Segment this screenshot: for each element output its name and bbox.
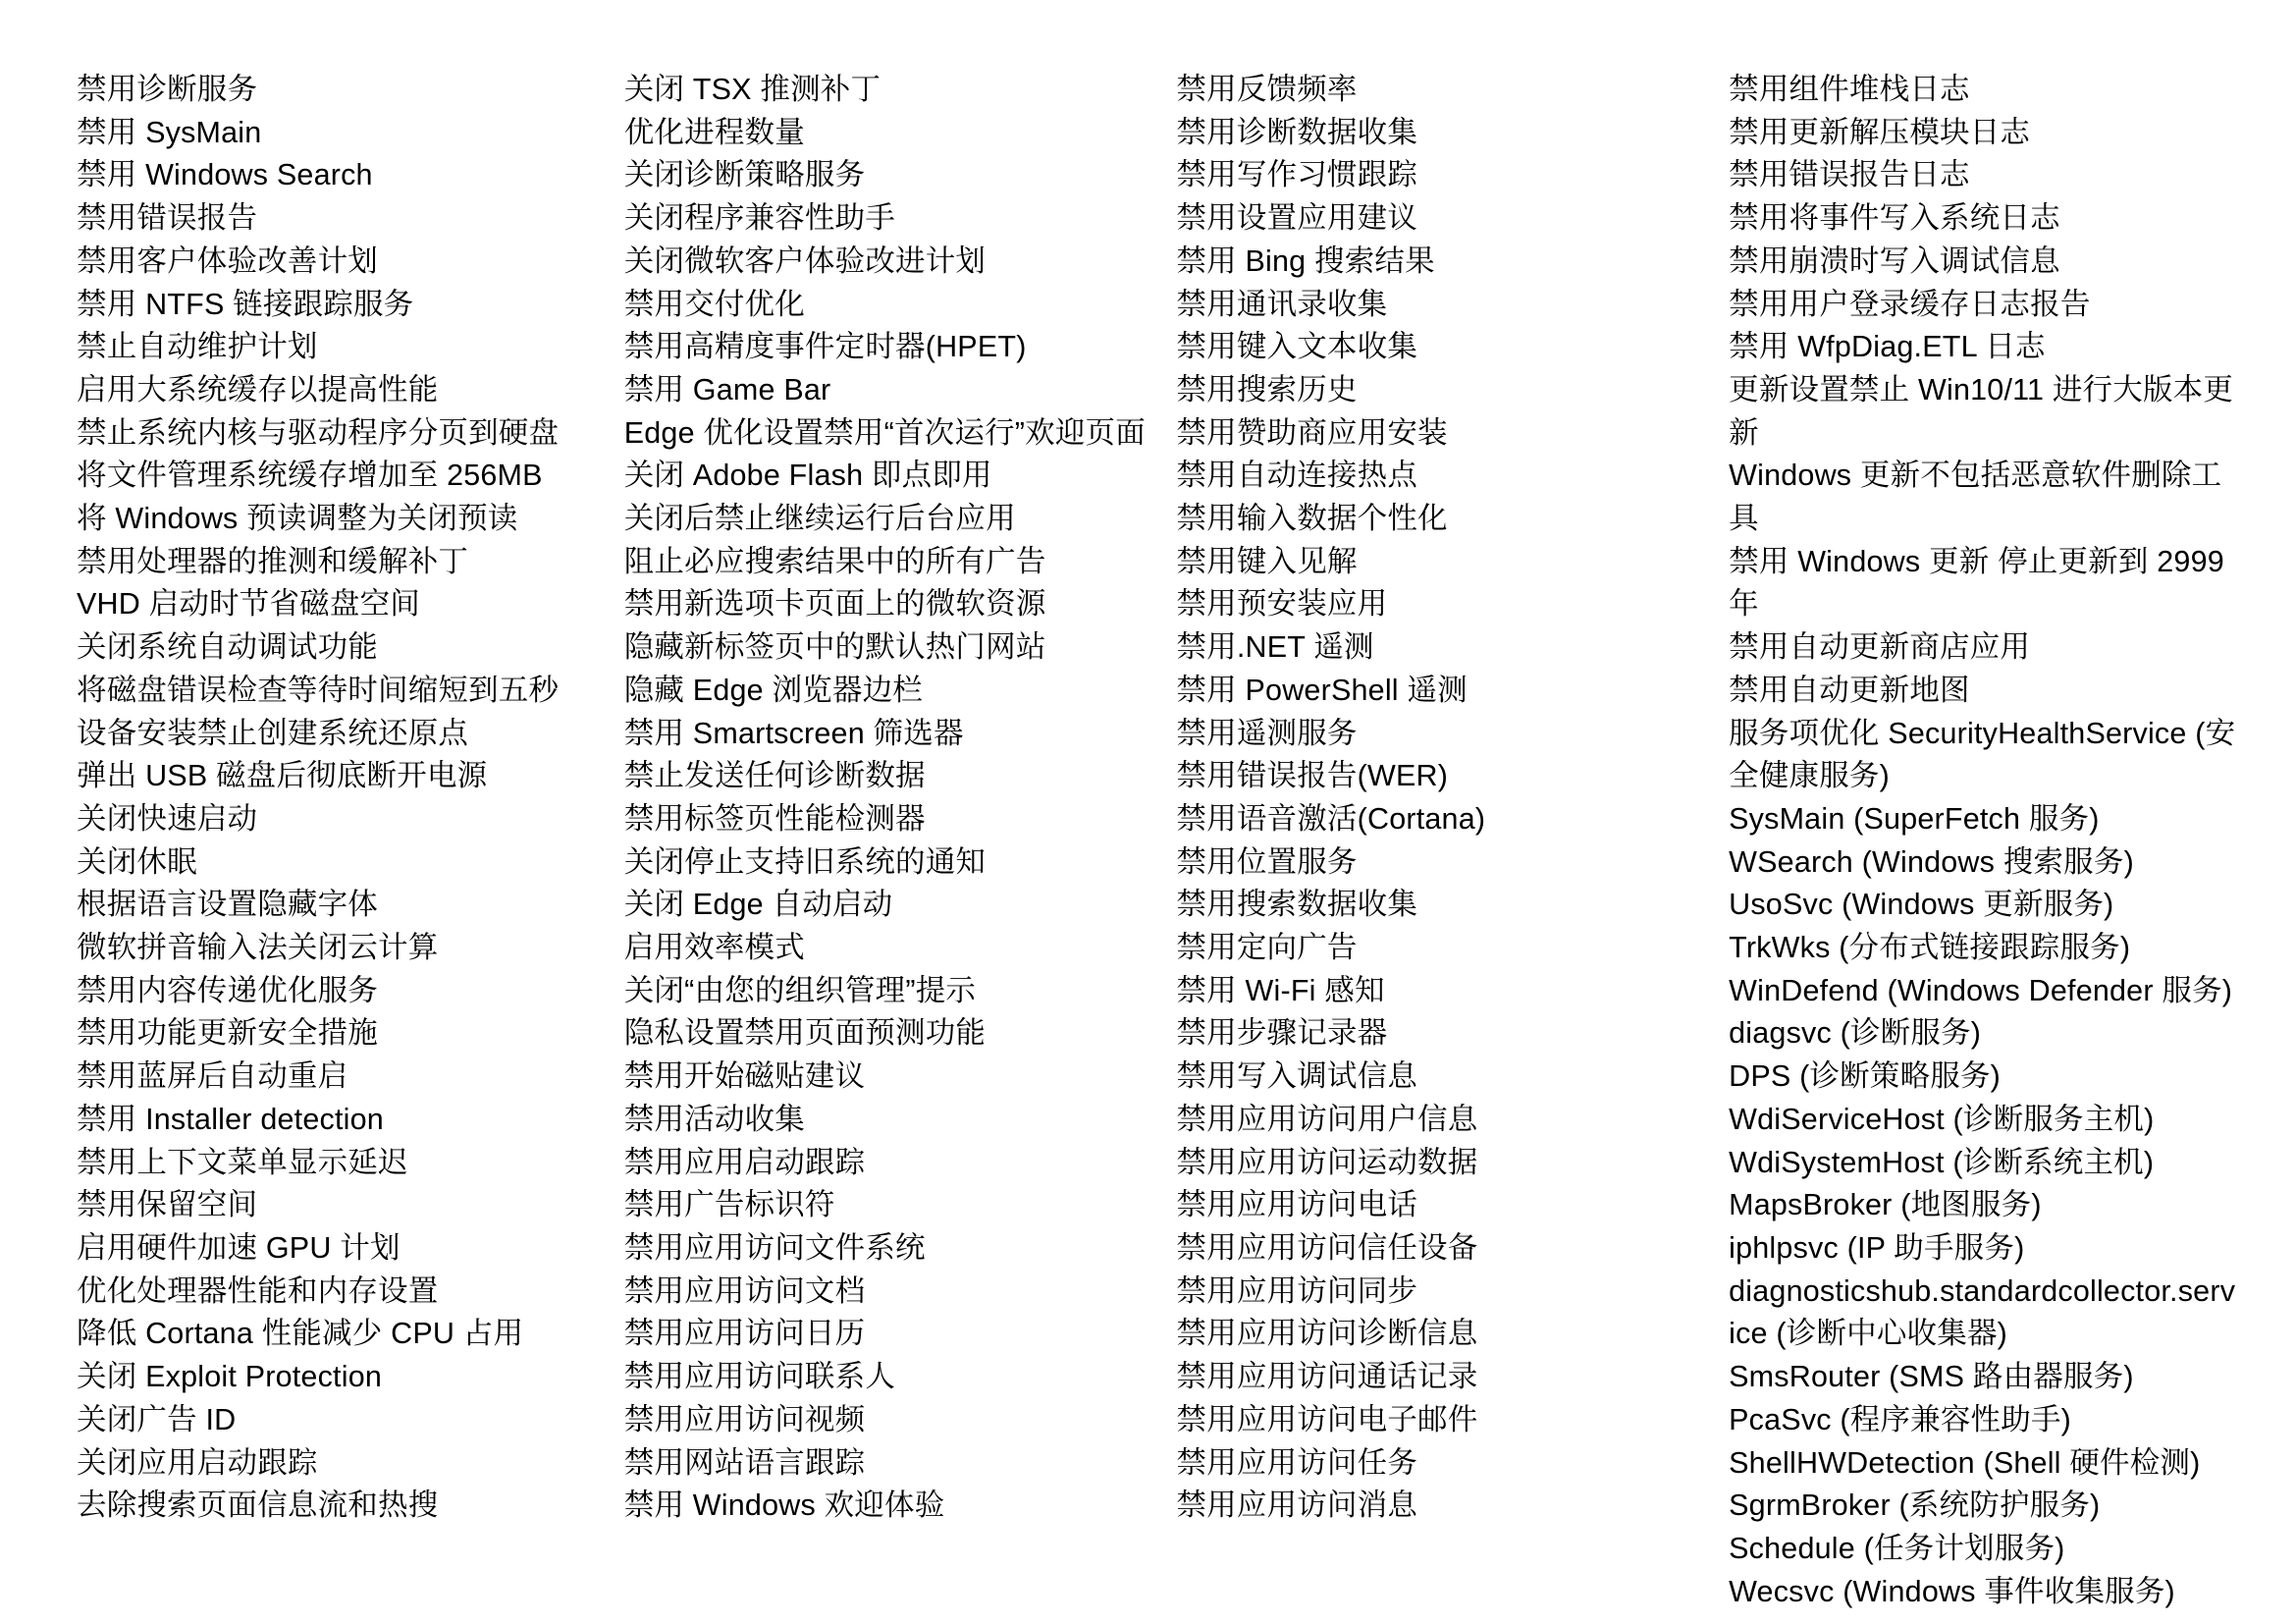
list-item: 禁用错误报告 bbox=[77, 201, 258, 236]
list-item: 关闭 TSX 推测补丁 bbox=[623, 73, 881, 106]
list-item: 禁用崩溃时写入调试信息 bbox=[1729, 244, 2060, 278]
list-item: 禁用交付优化 bbox=[623, 287, 805, 321]
list-item: 启用效率模式 bbox=[623, 931, 805, 965]
list-item: SgrmBroker (系统防护服务) bbox=[1729, 1489, 2101, 1523]
list-item: 优化处理器性能和内存设置 bbox=[77, 1273, 439, 1308]
list-item: 禁用客户体验改善计划 bbox=[77, 244, 378, 278]
list-item: 禁用应用访问同步 bbox=[1176, 1273, 1418, 1308]
list-item: 禁用内容传递优化服务 bbox=[77, 973, 378, 1007]
list-item: 禁用 Windows Search bbox=[77, 158, 373, 192]
list-item: 禁用 Windows 更新 停止更新到 2999 年 bbox=[1729, 544, 2224, 622]
list-item: 禁用反馈频率 bbox=[1176, 73, 1358, 106]
list-item: 禁用蓝屏后自动重启 bbox=[77, 1059, 348, 1094]
list-item: 禁用错误报告(WER) bbox=[1176, 759, 1449, 793]
list-item: 禁用组件堆栈日志 bbox=[1729, 73, 1970, 106]
list-item: 将文件管理系统缓存增加至 256MB bbox=[77, 459, 543, 493]
feature-column-3 bbox=[1176, 69, 1729, 1528]
list-item: TrkWks (分布式链接跟踪服务) bbox=[1729, 931, 2131, 965]
list-item: 启用硬件加速 GPU 计划 bbox=[77, 1230, 400, 1265]
list-item: 禁用搜索数据收集 bbox=[1176, 888, 1418, 922]
feature-column-1 bbox=[77, 69, 624, 1528]
list-item: 禁用写作习惯跟踪 bbox=[1176, 158, 1418, 192]
list-item: 禁用预安装应用 bbox=[1176, 587, 1388, 622]
list-item: 禁用应用访问诊断信息 bbox=[1176, 1317, 1478, 1351]
list-item: WdiServiceHost (诊断服务主机) bbox=[1729, 1102, 2155, 1136]
list-item: 禁用功能更新安全措施 bbox=[77, 1016, 378, 1051]
list-item: 隐藏新标签页中的默认热门网站 bbox=[623, 630, 1046, 665]
list-item: 禁用诊断服务 bbox=[77, 73, 258, 106]
list-item: 将磁盘错误检查等待时间缩短到五秒 bbox=[77, 673, 560, 707]
list-item: 禁用应用访问视频 bbox=[623, 1402, 866, 1436]
list-item: 禁用定向广告 bbox=[1176, 931, 1358, 965]
list-item: 服务项优化 SecurityHealthService (安全健康服务) bbox=[1729, 716, 2236, 793]
list-item: 禁用通讯录收集 bbox=[1176, 287, 1388, 321]
list-item: 关闭应用启动跟踪 bbox=[77, 1445, 318, 1480]
list-item: UsoSvc (Windows 更新服务) bbox=[1729, 888, 2114, 922]
list-item: PcaSvc (程序兼容性助手) bbox=[1729, 1402, 2072, 1436]
list-item: 禁用应用访问消息 bbox=[1176, 1489, 1418, 1523]
list-item: 关闭 Edge 自动启动 bbox=[623, 888, 893, 922]
list-item: 禁用应用访问通话记录 bbox=[1176, 1360, 1478, 1394]
list-item: 禁用自动更新商店应用 bbox=[1729, 630, 2031, 665]
list-item: 禁用遥测服务 bbox=[1176, 716, 1358, 750]
list-item: 禁用 WfpDiag.ETL 日志 bbox=[1729, 330, 2046, 364]
list-item: WdiSystemHost (诊断系统主机) bbox=[1729, 1145, 2155, 1179]
list-item: 启用大系统缓存以提高性能 bbox=[77, 372, 439, 406]
list-item: DPS (诊断策略服务) bbox=[1729, 1059, 2002, 1094]
list-item: SmsRouter (SMS 路由器服务) bbox=[1729, 1360, 2134, 1394]
list-item: 优化进程数量 bbox=[623, 115, 805, 149]
list-item: 禁用广告标识符 bbox=[623, 1188, 835, 1222]
list-item: 关闭诊断策略服务 bbox=[623, 158, 866, 192]
list-item: 禁用 PowerShell 遥测 bbox=[1176, 673, 1468, 707]
feature-column-4 bbox=[1729, 69, 2237, 1613]
list-item: 关闭休眠 bbox=[77, 844, 197, 879]
list-item: 禁用应用访问文档 bbox=[623, 1273, 866, 1308]
list-item: 禁用赞助商应用安装 bbox=[1176, 415, 1448, 450]
list-item: 关闭微软客户体验改进计划 bbox=[623, 244, 987, 278]
list-item: 禁用保留空间 bbox=[77, 1188, 258, 1222]
list-item: 禁用高精度事件定时器(HPET) bbox=[623, 330, 1027, 364]
list-item: 禁用.NET 遥测 bbox=[1176, 630, 1374, 665]
list-item: 禁用应用访问文件系统 bbox=[623, 1230, 926, 1265]
list-item: 禁用搜索历史 bbox=[1176, 372, 1358, 406]
list-item: 关闭广告 ID bbox=[77, 1402, 237, 1436]
list-item: 关闭“由您的组织管理”提示 bbox=[623, 973, 977, 1007]
list-item: 禁止发送任何诊断数据 bbox=[623, 759, 926, 793]
list-item: Edge 优化设置禁用“首次运行”欢迎页面 bbox=[623, 415, 1146, 450]
list-item: 禁用应用访问任务 bbox=[1176, 1445, 1418, 1480]
list-item: 设备安装禁止创建系统还原点 bbox=[77, 716, 469, 750]
list-item: 禁用应用访问运动数据 bbox=[1176, 1145, 1478, 1179]
list-item: 禁用开始磁贴建议 bbox=[623, 1059, 866, 1094]
list-item: Wecsvc (Windows 事件收集服务) bbox=[1729, 1574, 2175, 1608]
list-item: 禁用语音激活(Cortana) bbox=[1176, 801, 1486, 836]
list-item: 禁用自动连接热点 bbox=[1176, 459, 1418, 493]
list-item: 禁用错误报告日志 bbox=[1729, 158, 1970, 192]
list-item: 禁用 Windows 欢迎体验 bbox=[623, 1489, 945, 1523]
list-item: 禁用应用访问信任设备 bbox=[1176, 1230, 1478, 1265]
list-item: SysMain (SuperFetch 服务) bbox=[1729, 801, 2100, 836]
list-item: 禁用 Smartscreen 筛选器 bbox=[623, 716, 964, 750]
list-item: 隐私设置禁用页面预测功能 bbox=[623, 1016, 987, 1051]
list-item: 关闭 Adobe Flash 即点即用 bbox=[623, 459, 992, 493]
list-item: 微软拼音输入法关闭云计算 bbox=[77, 931, 439, 965]
list-item: WinDefend (Windows Defender 服务) bbox=[1729, 973, 2233, 1007]
list-item: 禁用自动更新地图 bbox=[1729, 673, 1970, 707]
list-item: 禁用步骤记录器 bbox=[1176, 1016, 1388, 1051]
list-item: 根据语言设置隐藏字体 bbox=[77, 888, 378, 922]
list-item: diagsvc (诊断服务) bbox=[1729, 1016, 1982, 1051]
list-item: 关闭停止支持旧系统的通知 bbox=[623, 844, 987, 879]
list-item: 禁止系统内核与驱动程序分页到硬盘 bbox=[77, 415, 560, 450]
list-item: 隐藏 Edge 浏览器边栏 bbox=[623, 673, 923, 707]
list-item: 禁用用户登录缓存日志报告 bbox=[1729, 287, 2091, 321]
feature-column-2 bbox=[624, 69, 1177, 1528]
list-item: Windows 更新不包括恶意软件删除工具 bbox=[1729, 459, 2222, 536]
list-item: VHD 启动时节省磁盘空间 bbox=[77, 587, 420, 622]
list-item: 禁用输入数据个性化 bbox=[1176, 502, 1448, 536]
list-item: 关闭系统自动调试功能 bbox=[77, 630, 378, 665]
list-item: 禁用应用访问电话 bbox=[1176, 1188, 1418, 1222]
list-item: 更新设置禁止 Win10/11 进行大版本更新 bbox=[1729, 372, 2234, 450]
list-item: 禁用应用访问日历 bbox=[623, 1317, 866, 1351]
list-item: 禁用网站语言跟踪 bbox=[623, 1445, 866, 1480]
list-item: 关闭程序兼容性助手 bbox=[623, 201, 896, 236]
list-item: WSearch (Windows 搜索服务) bbox=[1729, 844, 2134, 879]
list-item: 关闭 Exploit Protection bbox=[77, 1360, 383, 1394]
list-item: 关闭后禁止继续运行后台应用 bbox=[623, 502, 1016, 536]
list-item: 弹出 USB 磁盘后彻底断开电源 bbox=[77, 759, 488, 793]
list-item: 禁用应用访问用户信息 bbox=[1176, 1102, 1478, 1136]
list-item: 禁用 NTFS 链接跟踪服务 bbox=[77, 287, 414, 321]
list-item: 禁用更新解压模块日志 bbox=[1729, 115, 2031, 149]
list-item: 禁用应用访问电子邮件 bbox=[1176, 1402, 1478, 1436]
list-item: 禁用 Game Bar bbox=[623, 372, 831, 406]
list-item: 阻止必应搜索结果中的所有广告 bbox=[623, 544, 1046, 578]
list-item: iphlpsvc (IP 助手服务) bbox=[1729, 1230, 2025, 1265]
list-item: diagnosticshub.standardcollector.service (诊断中心收集器) bbox=[1729, 1273, 2236, 1351]
list-item: 禁用上下文菜单显示延迟 bbox=[77, 1145, 408, 1179]
list-item: 去除搜索页面信息流和热搜 bbox=[77, 1489, 439, 1523]
list-item: 禁用 Installer detection bbox=[77, 1102, 384, 1136]
list-item: Schedule (任务计划服务) bbox=[1729, 1531, 2065, 1565]
list-item: 禁用写入调试信息 bbox=[1176, 1059, 1418, 1094]
feature-list-columns bbox=[77, 69, 2237, 1613]
list-item: 关闭快速启动 bbox=[77, 801, 258, 836]
list-item: 禁用诊断数据收集 bbox=[1176, 115, 1418, 149]
list-item: 禁用新选项卡页面上的微软资源 bbox=[623, 587, 1046, 622]
list-item: 禁用键入文本收集 bbox=[1176, 330, 1418, 364]
list-item: MapsBroker (地图服务) bbox=[1729, 1188, 2042, 1222]
list-item: 禁用将事件写入系统日志 bbox=[1729, 201, 2060, 236]
list-item: 禁用 SysMain bbox=[77, 115, 262, 149]
list-item: 禁用键入见解 bbox=[1176, 544, 1358, 578]
list-item: 禁用应用访问联系人 bbox=[623, 1360, 896, 1394]
list-item: 禁用活动收集 bbox=[623, 1102, 805, 1136]
list-item: 禁止自动维护计划 bbox=[77, 330, 318, 364]
list-item: 降低 Cortana 性能减少 CPU 占用 bbox=[77, 1317, 524, 1351]
list-item: 禁用应用启动跟踪 bbox=[623, 1145, 866, 1179]
list-item: 禁用标签页性能检测器 bbox=[623, 801, 926, 836]
list-item: 禁用处理器的推测和缓解补丁 bbox=[77, 544, 469, 578]
list-item: ShellHWDetection (Shell 硬件检测) bbox=[1729, 1445, 2201, 1480]
list-item: 禁用设置应用建议 bbox=[1176, 201, 1418, 236]
list-item: 禁用位置服务 bbox=[1176, 844, 1358, 879]
list-item: 禁用 Wi-Fi 感知 bbox=[1176, 973, 1385, 1007]
list-item: 禁用 Bing 搜索结果 bbox=[1176, 244, 1435, 278]
list-item: 将 Windows 预读调整为关闭预读 bbox=[77, 502, 518, 536]
